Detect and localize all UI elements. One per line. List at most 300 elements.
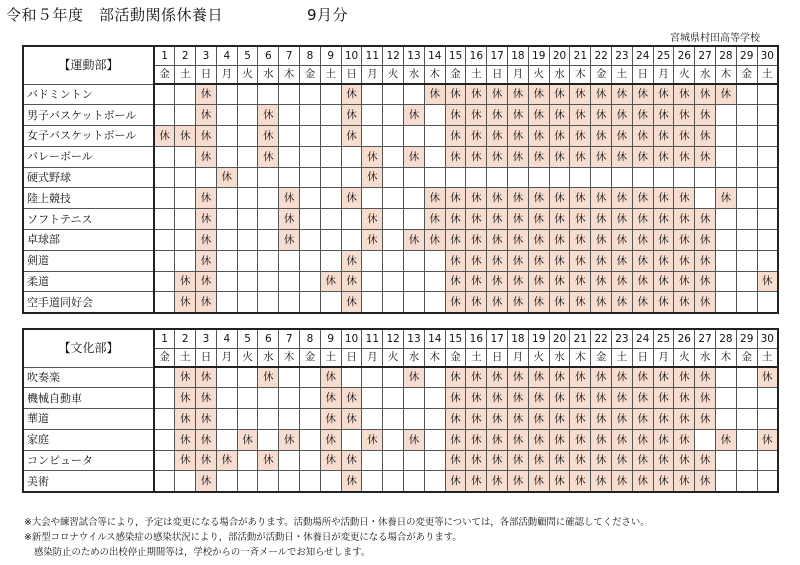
day-cell bbox=[362, 105, 383, 126]
day-cell bbox=[300, 271, 321, 292]
day-cell bbox=[300, 167, 321, 188]
day-cell bbox=[757, 450, 778, 471]
day-cell bbox=[300, 450, 321, 471]
rest-day-cell: 休 bbox=[175, 271, 196, 292]
rest-day-cell: 休 bbox=[695, 230, 716, 251]
day-number-row bbox=[23, 329, 778, 348]
day-cell bbox=[175, 105, 196, 126]
day-cell bbox=[362, 292, 383, 313]
day-cell bbox=[154, 471, 175, 492]
day-cell bbox=[445, 167, 466, 188]
rest-day-cell: 休 bbox=[487, 271, 508, 292]
rest-day-cell: 休 bbox=[258, 367, 279, 388]
day-number: 13 bbox=[404, 46, 425, 65]
rest-day-cell: 休 bbox=[612, 367, 633, 388]
rest-day-cell: 休 bbox=[570, 250, 591, 271]
rest-day-cell: 休 bbox=[570, 84, 591, 105]
day-number-row bbox=[23, 46, 778, 65]
weekday-label: 土 bbox=[757, 348, 778, 367]
day-cell bbox=[279, 84, 300, 105]
weekday-label: 水 bbox=[549, 348, 570, 367]
day-cell bbox=[154, 367, 175, 388]
rest-day-cell: 休 bbox=[445, 146, 466, 167]
rest-day-cell: 休 bbox=[341, 126, 362, 147]
day-cell bbox=[757, 250, 778, 271]
rest-day-cell: 休 bbox=[570, 105, 591, 126]
rest-day-cell: 休 bbox=[196, 188, 217, 209]
rest-day-cell: 休 bbox=[196, 450, 217, 471]
rest-day-cell: 休 bbox=[258, 146, 279, 167]
day-cell bbox=[237, 146, 258, 167]
day-cell bbox=[716, 146, 737, 167]
day-cell bbox=[383, 250, 404, 271]
rest-day-cell: 休 bbox=[570, 367, 591, 388]
day-cell bbox=[320, 292, 341, 313]
rest-day-cell: 休 bbox=[487, 126, 508, 147]
club-name: バレーボール bbox=[23, 146, 154, 167]
day-cell bbox=[757, 105, 778, 126]
day-cell bbox=[716, 388, 737, 409]
day-cell bbox=[404, 84, 425, 105]
weekday-label: 水 bbox=[258, 65, 279, 84]
rest-day-cell: 休 bbox=[612, 105, 633, 126]
weekday-label: 日 bbox=[341, 65, 362, 84]
rest-day-cell: 休 bbox=[279, 188, 300, 209]
club-name: 男子バスケットボール bbox=[23, 105, 154, 126]
weekday-label: 火 bbox=[383, 348, 404, 367]
day-cell bbox=[404, 250, 425, 271]
day-cell bbox=[404, 209, 425, 230]
rest-day-cell: 休 bbox=[612, 409, 633, 430]
rest-day-cell: 休 bbox=[196, 126, 217, 147]
day-cell bbox=[300, 388, 321, 409]
rest-day-cell: 休 bbox=[258, 126, 279, 147]
day-number: 22 bbox=[591, 329, 612, 348]
day-cell bbox=[175, 471, 196, 492]
club-name: 硬式野球 bbox=[23, 167, 154, 188]
rest-day-cell: 休 bbox=[528, 292, 549, 313]
day-number: 22 bbox=[591, 46, 612, 65]
rest-day-cell: 休 bbox=[549, 429, 570, 450]
day-number: 6 bbox=[258, 46, 279, 65]
day-cell bbox=[300, 471, 321, 492]
day-cell bbox=[716, 409, 737, 430]
weekday-label: 木 bbox=[279, 65, 300, 84]
rest-day-cell: 休 bbox=[445, 471, 466, 492]
rest-day-cell: 休 bbox=[549, 450, 570, 471]
club-row bbox=[23, 230, 778, 251]
rest-day-cell: 休 bbox=[591, 409, 612, 430]
rest-day-cell: 休 bbox=[487, 188, 508, 209]
day-cell bbox=[279, 471, 300, 492]
weekday-label: 水 bbox=[695, 65, 716, 84]
day-cell bbox=[424, 292, 445, 313]
day-number: 26 bbox=[674, 329, 695, 348]
rest-day-cell: 休 bbox=[612, 429, 633, 450]
day-cell bbox=[383, 471, 404, 492]
day-number: 23 bbox=[612, 329, 633, 348]
day-cell bbox=[320, 84, 341, 105]
rest-day-cell: 休 bbox=[216, 167, 237, 188]
rest-day-cell: 休 bbox=[674, 146, 695, 167]
day-cell bbox=[154, 230, 175, 251]
day-number: 19 bbox=[528, 46, 549, 65]
day-cell bbox=[175, 84, 196, 105]
weekday-label: 日 bbox=[632, 65, 653, 84]
rest-day-cell: 休 bbox=[528, 271, 549, 292]
rest-day-cell: 休 bbox=[216, 450, 237, 471]
rest-day-cell: 休 bbox=[508, 250, 529, 271]
day-cell bbox=[695, 429, 716, 450]
rest-day-cell: 休 bbox=[508, 271, 529, 292]
rest-day-cell: 休 bbox=[653, 271, 674, 292]
day-cell bbox=[404, 167, 425, 188]
rest-day-cell: 休 bbox=[341, 105, 362, 126]
rest-day-cell: 休 bbox=[653, 105, 674, 126]
rest-day-cell: 休 bbox=[653, 126, 674, 147]
club-row bbox=[23, 388, 778, 409]
day-cell bbox=[300, 409, 321, 430]
day-cell bbox=[279, 409, 300, 430]
day-cell bbox=[154, 167, 175, 188]
day-number: 3 bbox=[196, 329, 217, 348]
rest-day-cell: 休 bbox=[341, 250, 362, 271]
culture-schedule-table bbox=[22, 328, 779, 493]
day-cell bbox=[154, 271, 175, 292]
day-cell bbox=[674, 167, 695, 188]
weekday-label: 火 bbox=[528, 348, 549, 367]
rest-day-cell: 休 bbox=[674, 105, 695, 126]
rest-day-cell: 休 bbox=[196, 209, 217, 230]
section-header: 【文化部】 bbox=[23, 329, 154, 367]
day-cell bbox=[757, 84, 778, 105]
day-cell bbox=[362, 367, 383, 388]
day-cell bbox=[757, 388, 778, 409]
rest-day-cell: 休 bbox=[320, 409, 341, 430]
rest-day-cell: 休 bbox=[570, 292, 591, 313]
section-header: 【運動部】 bbox=[23, 46, 154, 84]
day-number: 24 bbox=[632, 46, 653, 65]
club-row bbox=[23, 471, 778, 492]
day-cell bbox=[716, 292, 737, 313]
rest-day-cell: 休 bbox=[591, 188, 612, 209]
day-number: 18 bbox=[508, 329, 529, 348]
rest-day-cell: 休 bbox=[632, 388, 653, 409]
weekday-label: 土 bbox=[320, 65, 341, 84]
rest-day-cell: 休 bbox=[757, 271, 778, 292]
day-cell bbox=[320, 188, 341, 209]
day-number: 16 bbox=[466, 329, 487, 348]
rest-day-cell: 休 bbox=[632, 250, 653, 271]
weekday-label: 土 bbox=[612, 348, 633, 367]
rest-day-cell: 休 bbox=[528, 230, 549, 251]
weekday-label: 土 bbox=[320, 348, 341, 367]
day-cell bbox=[362, 471, 383, 492]
weekday-label: 水 bbox=[404, 348, 425, 367]
rest-day-cell: 休 bbox=[653, 388, 674, 409]
weekday-label: 日 bbox=[487, 65, 508, 84]
day-cell bbox=[258, 271, 279, 292]
weekday-label: 火 bbox=[237, 348, 258, 367]
rest-day-cell: 休 bbox=[487, 105, 508, 126]
rest-day-cell: 休 bbox=[528, 126, 549, 147]
rest-day-cell: 休 bbox=[466, 429, 487, 450]
rest-day-cell: 休 bbox=[591, 429, 612, 450]
rest-day-cell: 休 bbox=[549, 367, 570, 388]
day-cell bbox=[716, 209, 737, 230]
club-row bbox=[23, 167, 778, 188]
day-cell bbox=[320, 167, 341, 188]
day-cell bbox=[258, 292, 279, 313]
day-cell bbox=[362, 388, 383, 409]
rest-day-cell: 休 bbox=[487, 250, 508, 271]
weekday-label: 土 bbox=[175, 65, 196, 84]
day-cell bbox=[237, 188, 258, 209]
day-cell bbox=[258, 471, 279, 492]
rest-day-cell: 休 bbox=[196, 84, 217, 105]
rest-day-cell: 休 bbox=[487, 209, 508, 230]
rest-day-cell: 休 bbox=[528, 471, 549, 492]
day-cell bbox=[736, 367, 757, 388]
day-cell bbox=[175, 230, 196, 251]
day-number: 11 bbox=[362, 46, 383, 65]
day-cell bbox=[300, 105, 321, 126]
weekday-label: 火 bbox=[674, 65, 695, 84]
rest-day-cell: 休 bbox=[508, 105, 529, 126]
day-cell bbox=[341, 367, 362, 388]
day-number: 20 bbox=[549, 329, 570, 348]
rest-day-cell: 休 bbox=[279, 230, 300, 251]
day-cell bbox=[279, 126, 300, 147]
rest-day-cell: 休 bbox=[445, 388, 466, 409]
rest-day-cell: 休 bbox=[487, 450, 508, 471]
day-cell bbox=[736, 209, 757, 230]
rest-day-cell: 休 bbox=[570, 230, 591, 251]
rest-day-cell: 休 bbox=[591, 230, 612, 251]
day-cell bbox=[279, 146, 300, 167]
club-row bbox=[23, 450, 778, 471]
day-cell bbox=[736, 388, 757, 409]
day-cell bbox=[757, 188, 778, 209]
day-cell bbox=[300, 126, 321, 147]
rest-day-cell: 休 bbox=[695, 84, 716, 105]
day-cell bbox=[362, 126, 383, 147]
day-cell bbox=[320, 126, 341, 147]
weekday-label: 月 bbox=[216, 65, 237, 84]
rest-day-cell: 休 bbox=[404, 146, 425, 167]
day-cell bbox=[341, 167, 362, 188]
day-cell bbox=[279, 167, 300, 188]
rest-day-cell: 休 bbox=[487, 146, 508, 167]
rest-day-cell: 休 bbox=[674, 209, 695, 230]
rest-day-cell: 休 bbox=[320, 367, 341, 388]
rest-day-cell: 休 bbox=[653, 209, 674, 230]
rest-day-cell: 休 bbox=[528, 450, 549, 471]
rest-day-cell: 休 bbox=[653, 367, 674, 388]
day-cell bbox=[466, 167, 487, 188]
day-number: 8 bbox=[300, 46, 321, 65]
rest-day-cell: 休 bbox=[632, 84, 653, 105]
day-cell bbox=[175, 250, 196, 271]
day-cell bbox=[757, 292, 778, 313]
rest-day-cell: 休 bbox=[487, 367, 508, 388]
day-number: 7 bbox=[279, 329, 300, 348]
weekday-label: 木 bbox=[570, 65, 591, 84]
rest-day-cell: 休 bbox=[445, 105, 466, 126]
weekday-label: 土 bbox=[612, 65, 633, 84]
weekday-label: 木 bbox=[716, 65, 737, 84]
day-number: 11 bbox=[362, 329, 383, 348]
page-title bbox=[6, 4, 348, 25]
day-cell bbox=[736, 471, 757, 492]
day-cell bbox=[528, 167, 549, 188]
rest-day-cell: 休 bbox=[508, 292, 529, 313]
rest-day-cell: 休 bbox=[549, 409, 570, 430]
rest-day-cell: 休 bbox=[508, 230, 529, 251]
rest-day-cell: 休 bbox=[549, 146, 570, 167]
rest-day-cell: 休 bbox=[445, 188, 466, 209]
day-cell bbox=[736, 250, 757, 271]
rest-day-cell: 休 bbox=[716, 84, 737, 105]
day-cell bbox=[154, 209, 175, 230]
weekday-label: 火 bbox=[383, 65, 404, 84]
rest-day-cell: 休 bbox=[424, 230, 445, 251]
rest-day-cell: 休 bbox=[341, 450, 362, 471]
weekday-label: 木 bbox=[570, 348, 591, 367]
day-cell bbox=[383, 209, 404, 230]
day-cell bbox=[196, 167, 217, 188]
day-number: 24 bbox=[632, 329, 653, 348]
page-month: 9月分 bbox=[307, 6, 349, 24]
rest-day-cell: 休 bbox=[591, 105, 612, 126]
day-number: 28 bbox=[716, 329, 737, 348]
note-3: 感染防止のための出校停止期間等は，学校からの一斉メールでお知らせします。 bbox=[34, 547, 371, 558]
day-cell bbox=[154, 105, 175, 126]
day-cell bbox=[341, 146, 362, 167]
day-cell bbox=[716, 167, 737, 188]
club-name: 華道 bbox=[23, 409, 154, 430]
weekday-label: 月 bbox=[508, 348, 529, 367]
day-cell bbox=[383, 292, 404, 313]
rest-day-cell: 休 bbox=[674, 250, 695, 271]
rest-day-cell: 休 bbox=[445, 429, 466, 450]
day-number: 5 bbox=[237, 46, 258, 65]
rest-day-cell: 休 bbox=[591, 388, 612, 409]
rest-day-cell: 休 bbox=[362, 209, 383, 230]
rest-day-cell: 休 bbox=[445, 271, 466, 292]
rest-day-cell: 休 bbox=[695, 146, 716, 167]
rest-day-cell: 休 bbox=[320, 388, 341, 409]
rest-day-cell: 休 bbox=[695, 126, 716, 147]
day-number: 13 bbox=[404, 329, 425, 348]
rest-day-cell: 休 bbox=[341, 409, 362, 430]
day-cell bbox=[154, 429, 175, 450]
rest-day-cell: 休 bbox=[508, 126, 529, 147]
rest-day-cell: 休 bbox=[632, 409, 653, 430]
day-cell bbox=[383, 105, 404, 126]
day-number: 6 bbox=[258, 329, 279, 348]
club-row bbox=[23, 84, 778, 105]
rest-day-cell: 休 bbox=[237, 429, 258, 450]
rest-day-cell: 休 bbox=[508, 409, 529, 430]
rest-day-cell: 休 bbox=[653, 250, 674, 271]
day-number: 5 bbox=[237, 329, 258, 348]
day-cell bbox=[258, 188, 279, 209]
weekday-label: 木 bbox=[424, 348, 445, 367]
rest-day-cell: 休 bbox=[591, 126, 612, 147]
rest-day-cell: 休 bbox=[549, 209, 570, 230]
day-number: 20 bbox=[549, 46, 570, 65]
note-2: ※新型コロナウイルス感染症の感染状況により，部活動が活動日・休養日が変更になる場合があります。 bbox=[24, 532, 462, 543]
day-cell bbox=[216, 209, 237, 230]
rest-day-cell: 休 bbox=[508, 188, 529, 209]
rest-day-cell: 休 bbox=[279, 429, 300, 450]
day-cell bbox=[716, 105, 737, 126]
day-cell bbox=[258, 167, 279, 188]
rest-day-cell: 休 bbox=[320, 450, 341, 471]
rest-day-cell: 休 bbox=[196, 105, 217, 126]
day-number: 9 bbox=[320, 329, 341, 348]
rest-day-cell: 休 bbox=[570, 409, 591, 430]
day-cell bbox=[757, 409, 778, 430]
rest-day-cell: 休 bbox=[653, 188, 674, 209]
day-cell bbox=[736, 230, 757, 251]
rest-day-cell: 休 bbox=[591, 209, 612, 230]
weekday-label: 火 bbox=[674, 348, 695, 367]
rest-day-cell: 休 bbox=[424, 209, 445, 230]
weekday-label: 金 bbox=[736, 65, 757, 84]
club-name: 空手道同好会 bbox=[23, 292, 154, 313]
rest-day-cell: 休 bbox=[404, 429, 425, 450]
day-cell bbox=[300, 367, 321, 388]
club-name: 家庭 bbox=[23, 429, 154, 450]
day-number: 16 bbox=[466, 46, 487, 65]
rest-day-cell: 休 bbox=[695, 292, 716, 313]
rest-day-cell: 休 bbox=[591, 367, 612, 388]
day-cell bbox=[320, 471, 341, 492]
weekday-label: 日 bbox=[632, 348, 653, 367]
weekday-label: 月 bbox=[362, 65, 383, 84]
day-cell bbox=[383, 188, 404, 209]
rest-day-cell: 休 bbox=[695, 450, 716, 471]
day-cell bbox=[258, 84, 279, 105]
club-name: 美術 bbox=[23, 471, 154, 492]
day-cell bbox=[258, 388, 279, 409]
rest-day-cell: 休 bbox=[549, 250, 570, 271]
weekday-label: 水 bbox=[549, 65, 570, 84]
day-cell bbox=[175, 188, 196, 209]
day-cell bbox=[175, 167, 196, 188]
day-cell bbox=[736, 84, 757, 105]
day-cell bbox=[216, 409, 237, 430]
rest-day-cell: 休 bbox=[612, 471, 633, 492]
rest-day-cell: 休 bbox=[445, 367, 466, 388]
rest-day-cell: 休 bbox=[674, 271, 695, 292]
club-row bbox=[23, 367, 778, 388]
day-cell bbox=[549, 167, 570, 188]
club-name: 陸上競技 bbox=[23, 188, 154, 209]
rest-day-cell: 休 bbox=[196, 230, 217, 251]
club-row bbox=[23, 188, 778, 209]
day-cell bbox=[279, 105, 300, 126]
weekday-label: 日 bbox=[341, 348, 362, 367]
day-cell bbox=[362, 84, 383, 105]
rest-day-cell: 休 bbox=[674, 409, 695, 430]
day-number: 27 bbox=[695, 329, 716, 348]
rest-day-cell: 休 bbox=[612, 230, 633, 251]
rest-day-cell: 休 bbox=[528, 429, 549, 450]
rest-day-cell: 休 bbox=[570, 450, 591, 471]
